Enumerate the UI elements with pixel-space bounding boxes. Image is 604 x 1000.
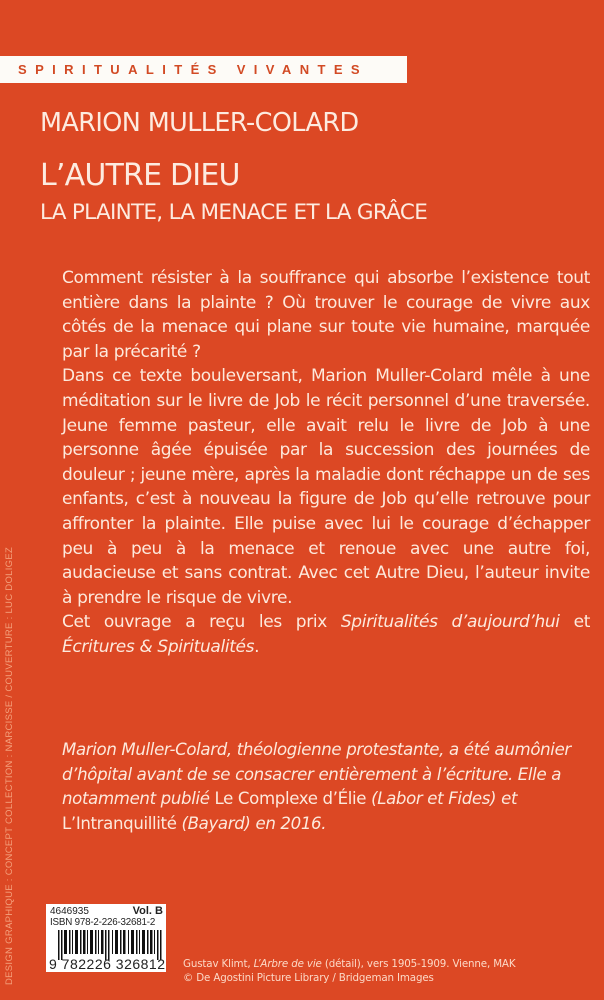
blurb [62, 266, 590, 660]
prize-2: Écritures & Spiritualités [62, 636, 255, 657]
bio-text-3: (Bayard) en 2016. [176, 813, 327, 833]
artwork-credit [183, 957, 515, 971]
collection-name: SPIRITUALITÉS VIVANTES [18, 62, 368, 77]
author-bio [62, 738, 590, 836]
prize-intro: Cet ouvrage a reçu les prix [62, 612, 341, 633]
book-subtitle: LA PLAINTE, LA MENACE ET LA GRÂCE [40, 200, 428, 225]
bio-text-1: Marion Muller-Colard, théologienne protestante, a été aumônier d’hôpital avant de se consacrer entièrement à l’écriture. Elle a notamment publié [62, 740, 571, 809]
product-code: 4646935 [50, 906, 89, 917]
image-credit [183, 957, 515, 985]
barcode-number: 9 782226 326812 [49, 956, 166, 972]
author-name: MARION MULLER-COLARD [40, 108, 359, 138]
blurb-paragraph-2: Dans ce texte bouleversant, Marion Muller-Colard mêle à une méditation sur le livre de Job le récit personnel d’une traversée. Jeune femme pasteur, elle avait relu le livre de Job à une personne âgée épuisée par la succession des journées de douleur ; jeune mère, après la maladie dont réchappe un de ses enfants, c’est à nouveau la figure de Job qu’elle retrouve pour affronter la plainte. Elle puise avec lui le courage d’échapper peu à peu à la menace et renoue avec une autre foi, audacieuse et sans contrat. Avec cet Autre Dieu, l’auteur invite à prendre le risque de vivre. [62, 366, 590, 608]
isbn: ISBN 978-2-226-32681-2 [50, 917, 156, 928]
bio-book-2: L’Intranquillité [62, 813, 177, 833]
blurb-paragraph-1: Comment résister à la souffrance qui absorbe l’existence tout entière dans la plainte ? Où trouver le courage de vivre aux côtés de la menace qui plane sur toute vie humaine, marquée par la précarité ? [62, 268, 590, 362]
collection-band [0, 56, 407, 83]
volume-label: Vol. B [132, 905, 163, 917]
artist: Gustav Klimt, [183, 958, 254, 970]
blurb-prizes [62, 610, 590, 659]
artwork-title: L’Arbre de vie [253, 958, 322, 970]
copyright: © De Agostini Picture Library / Bridgeman Images [183, 972, 434, 984]
barcode-box [46, 904, 166, 972]
bio-book-1: Le Complexe d’Élie [214, 789, 367, 809]
artwork-details: (détail), vers 1905-1909. Vienne, MAK [321, 958, 516, 970]
prize-end: . [254, 636, 260, 657]
bio-text-2: (Labor et Fides) et [366, 789, 518, 809]
book-title: L’AUTRE DIEU [40, 158, 240, 193]
prize-1: Spiritualités d’aujourd’hui [340, 612, 560, 633]
prize-and: et [559, 612, 591, 633]
design-credit: DESIGN GRAPHIQUE : CONCEPT COLLECTION : NARCISSE / COUVERTURE : LUC DOLIGEZ [4, 546, 15, 985]
